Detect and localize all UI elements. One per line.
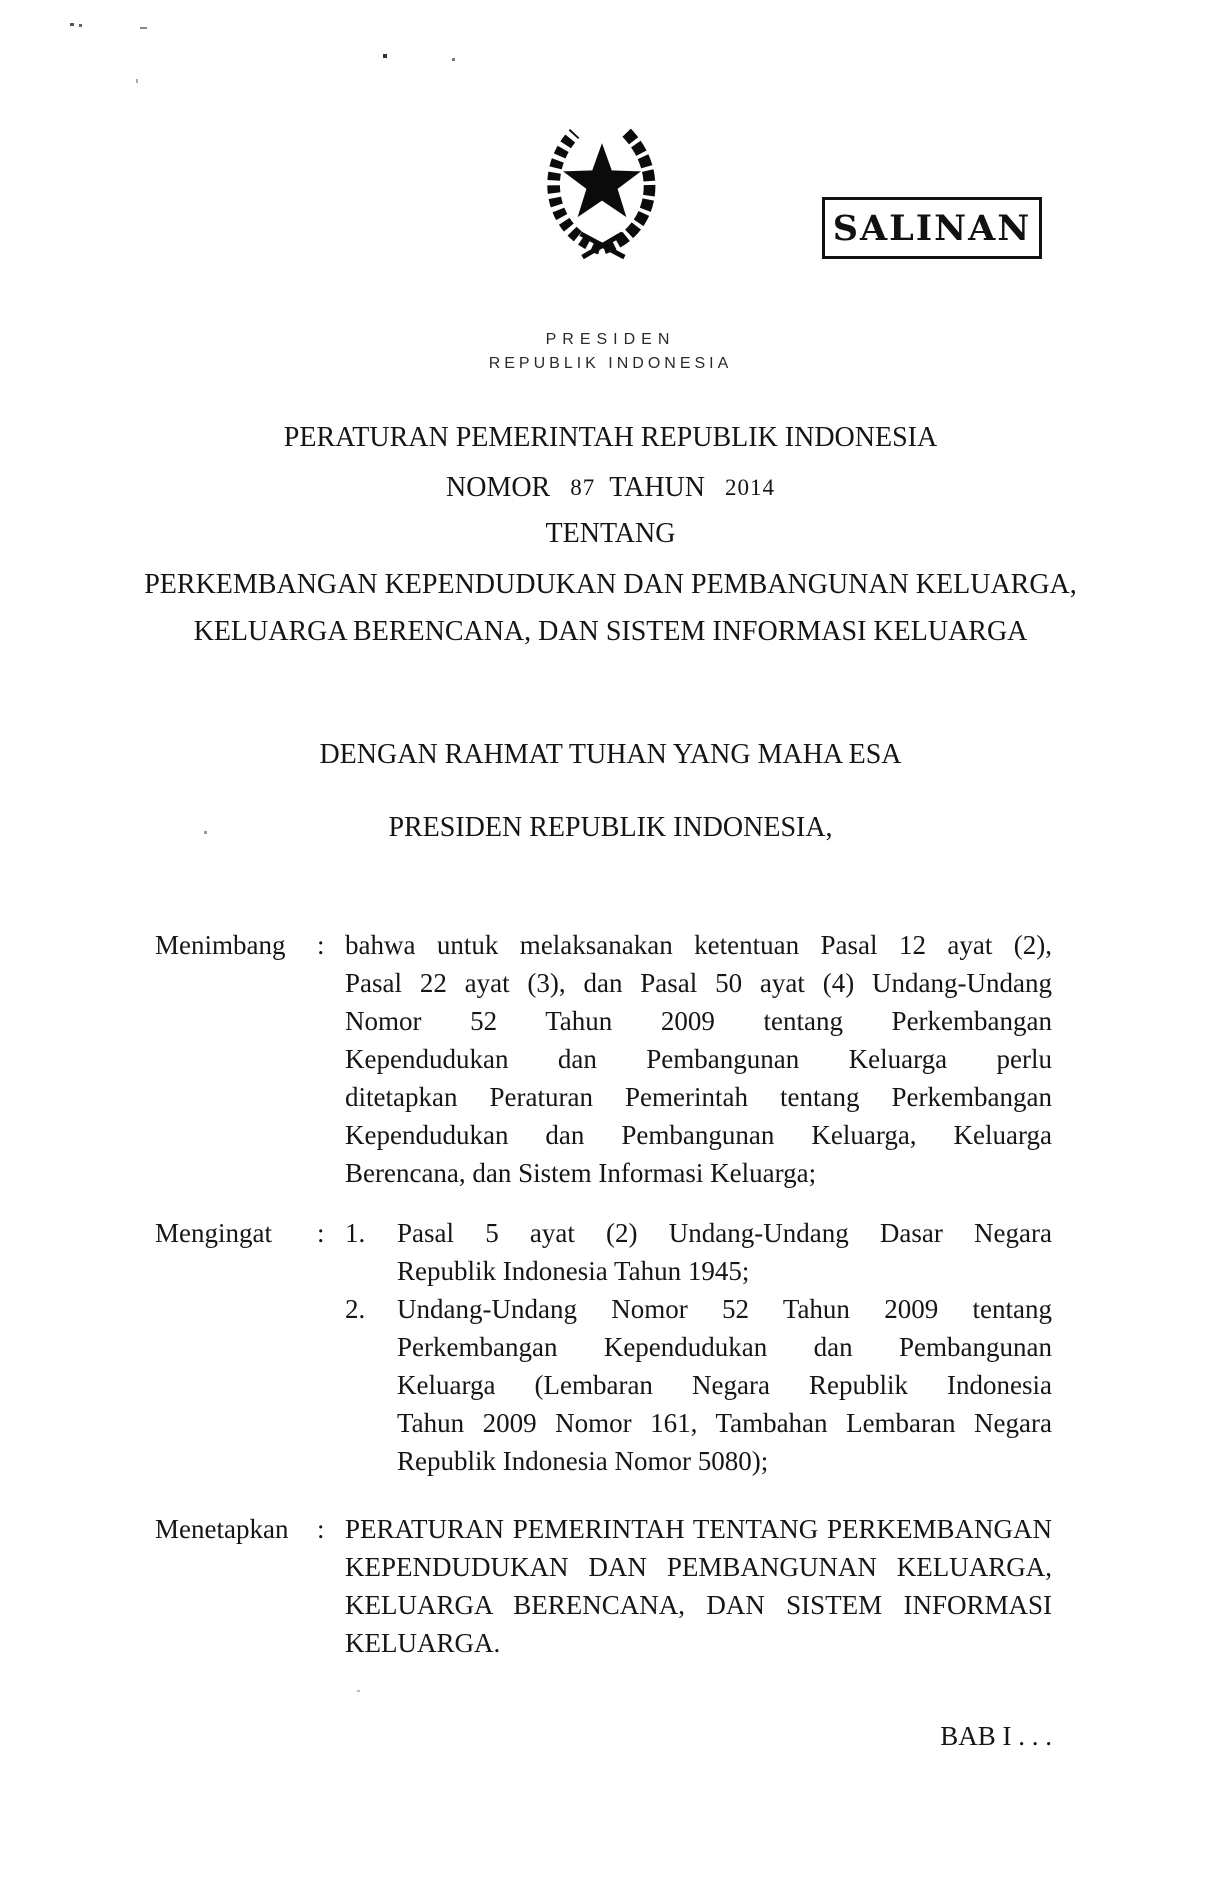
- menetapkan-line: KEPENDUDUKAN DAN PEMBANGUNAN KELUARGA,: [345, 1552, 1052, 1582]
- menimbang-line: Nomor 52 Tahun 2009 tentang Perkembangan: [345, 1006, 1052, 1036]
- nomor-label: NOMOR: [446, 472, 551, 503]
- menimbang-line: bahwa untuk melaksanakan ketentuan Pasal 12 ayat (2),: [345, 930, 1052, 960]
- mengingat-line: Republik Indonesia Nomor 5080);: [397, 1446, 769, 1476]
- list-item-number: 1.: [345, 1218, 366, 1248]
- mengingat-label: Mengingat: [155, 1218, 272, 1248]
- menetapkan-line: KELUARGA.: [345, 1628, 501, 1658]
- presidential-seal-icon: [523, 110, 681, 262]
- scan-speck: [140, 27, 147, 29]
- letterhead-republik-indonesia: REPUBLIK INDONESIA: [488, 355, 733, 372]
- menimbang-line: ditetapkan Peraturan Pemerintah tentang Perkembangan: [345, 1082, 1052, 1112]
- salinan-stamp: [822, 197, 1042, 259]
- scan-speck: [136, 79, 138, 83]
- menimbang-line: Kependudukan dan Pembangunan Keluarga, Keluarga: [345, 1120, 1052, 1150]
- mengingat-line: Keluarga (Lembaran Negara Republik Indonesia: [397, 1370, 1052, 1400]
- scan-speck: [79, 24, 82, 27]
- tahun-label: TAHUN: [609, 472, 705, 503]
- menimbang-section: [155, 926, 1052, 1192]
- mengingat-colon: :: [317, 1218, 325, 1248]
- mengingat-section: [155, 1214, 1052, 1480]
- mengingat-line: Perkembangan Kependudukan dan Pembangunan: [397, 1332, 1052, 1362]
- menimbang-line: Berencana, dan Sistem Informasi Keluarga;: [345, 1158, 817, 1188]
- letterhead-presiden: PRESIDEN: [545, 331, 676, 348]
- menetapkan-text: [345, 1510, 1052, 1662]
- menimbang-text: [345, 926, 1052, 1192]
- menimbang-colon: :: [317, 930, 325, 960]
- tentang-label: TENTANG: [545, 518, 676, 549]
- subject-line-2: KELUARGA BERENCANA, DAN SISTEM INFORMASI KELUARGA: [193, 616, 1028, 647]
- mengingat-item-2: [345, 1290, 1052, 1480]
- scan-speck: [357, 1690, 360, 1692]
- regulation-title: PERATURAN PEMERINTAH REPUBLIK INDONESIA: [283, 422, 938, 453]
- list-item-number: 2.: [345, 1294, 366, 1324]
- subject-line-1: PERKEMBANGAN KEPENDUDUKAN DAN PEMBANGUNAN KELUARGA,: [144, 569, 1077, 600]
- page-catchword: BAB I . . .: [940, 1721, 1052, 1751]
- menetapkan-label: Menetapkan: [155, 1514, 289, 1544]
- scan-speck: [452, 58, 455, 61]
- menetapkan-line: KELUARGA BERENCANA, DAN SISTEM INFORMASI: [345, 1590, 1052, 1620]
- mengingat-line: Tahun 2009 Nomor 161, Tambahan Lembaran Negara: [397, 1408, 1052, 1438]
- mengingat-line: Undang-Undang Nomor 52 Tahun 2009 tentang: [397, 1294, 1052, 1324]
- authority-line: PRESIDEN REPUBLIK INDONESIA,: [388, 812, 833, 843]
- nomor-value: 87: [570, 475, 596, 500]
- salinan-stamp-label: SALINAN: [832, 207, 1032, 249]
- menetapkan-colon: :: [317, 1514, 325, 1544]
- menimbang-line: Kependudukan dan Pembangunan Keluarga perlu: [345, 1044, 1052, 1074]
- invocation-line: DENGAN RAHMAT TUHAN YANG MAHA ESA: [319, 739, 902, 770]
- mengingat-item-1: [345, 1214, 1052, 1290]
- mengingat-line: Republik Indonesia Tahun 1945;: [397, 1256, 750, 1286]
- mengingat-line: Pasal 5 ayat (2) Undang-Undang Dasar Negara: [397, 1218, 1052, 1248]
- regulation-number-line: [0, 470, 1221, 507]
- scan-speck: [70, 23, 74, 26]
- menetapkan-line: PERATURAN PEMERINTAH TENTANG PERKEMBANGAN: [345, 1514, 1052, 1544]
- tahun-value: 2014: [724, 475, 775, 500]
- menimbang-label: Menimbang: [155, 930, 286, 960]
- scan-speck: [383, 54, 387, 58]
- mengingat-text: [345, 1214, 1052, 1480]
- letterhead: [0, 329, 1221, 375]
- menetapkan-section: [155, 1510, 1052, 1662]
- menimbang-line: Pasal 22 ayat (3), dan Pasal 50 ayat (4) Undang-Undang: [345, 968, 1052, 998]
